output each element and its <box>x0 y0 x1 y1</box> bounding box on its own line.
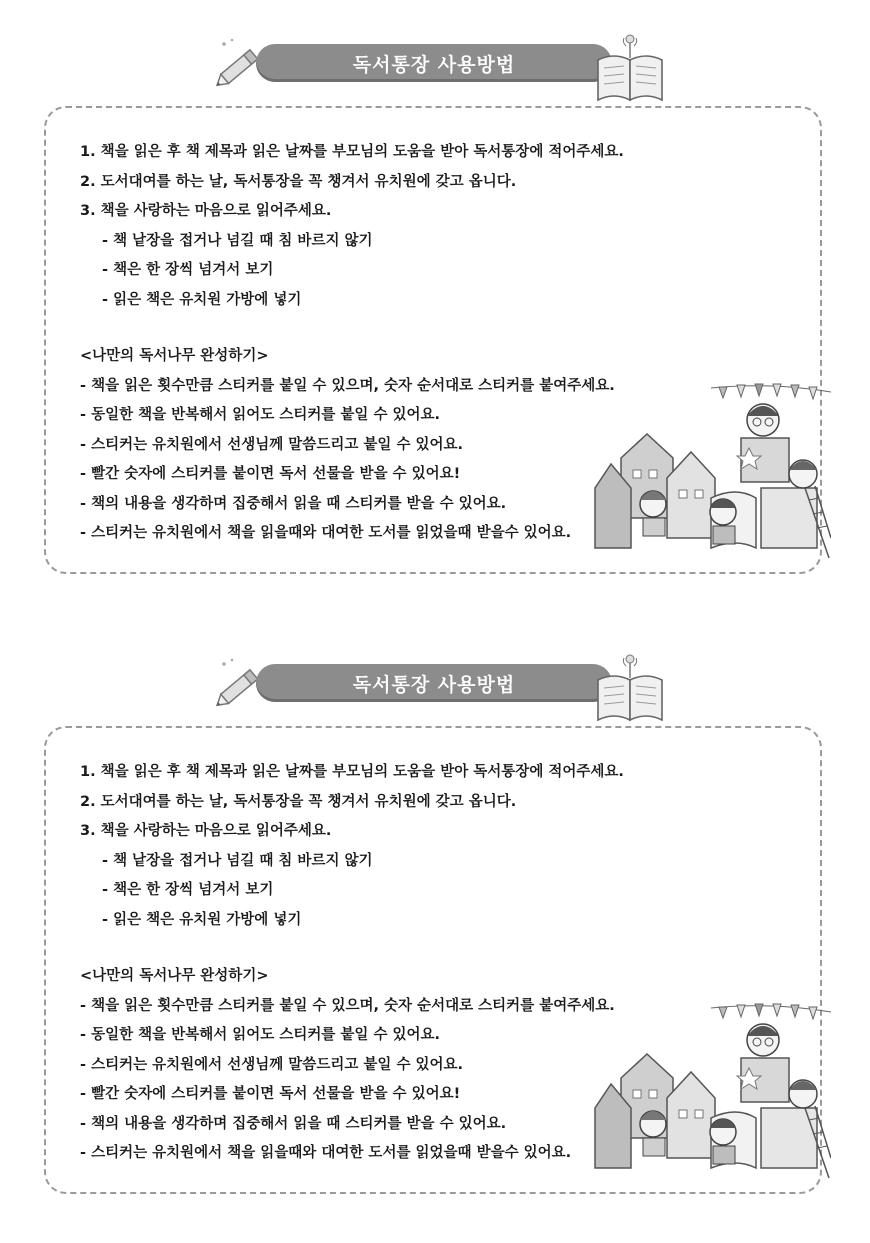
usage-list <box>80 758 624 935</box>
tree-item: - 책을 읽은 횟수만큼 스티커를 붙일 수 있으며, 숫자 순서대로 스티커를 붙여주세요. <box>80 377 615 394</box>
usage-subitem: - 책은 한 장씩 넘겨서 보기 <box>102 262 274 278</box>
tree-list <box>80 342 615 549</box>
tree-list <box>80 962 615 1169</box>
content-box <box>44 106 822 574</box>
tree-item: - 스티커는 유치원에서 책을 읽을때와 대여한 도서를 읽었을때 받을수 있어요. <box>80 525 572 541</box>
usage-item: 2. 도서대여를 하는 날, 독서통장을 꼭 챙겨서 유치원에 갖고 옵니다. <box>80 793 517 810</box>
tree-item: - 빨간 숫자에 스티커를 붙이면 독서 선물을 받을 수 있어요! <box>80 1086 461 1102</box>
tree-item: - 빨간 숫자에 스티커를 붙이면 독서 선물을 받을 수 있어요! <box>80 466 461 482</box>
tree-item: - 책을 읽은 횟수만큼 스티커를 붙일 수 있으며, 숫자 순서대로 스티커를 붙여주세요. <box>80 997 615 1014</box>
tree-item: - 스티커는 유치원에서 선생님께 말씀드리고 붙일 수 있어요. <box>80 1056 464 1073</box>
tree-item: - 동일한 책을 반복해서 읽어도 스티커를 붙일 수 있어요. <box>80 407 441 423</box>
page-title: 독서통장 사용방법 <box>256 44 612 82</box>
tree-item: - 동일한 책을 반복해서 읽어도 스티커를 붙일 수 있어요. <box>80 1027 441 1043</box>
kids-reading-illustration <box>591 998 831 1188</box>
tree-item: - 책의 내용을 생각하며 집중해서 읽을 때 스티커를 받을 수 있어요. <box>80 495 507 512</box>
usage-subitem: - 책 낱장을 접거나 넘길 때 침 바르지 않기 <box>102 232 373 249</box>
usage-section-1 <box>0 30 870 590</box>
usage-item: 1. 책을 읽은 후 책 제목과 읽은 날짜를 부모님의 도움을 받아 독서통장에 적어주세요. <box>80 764 624 780</box>
usage-item: 2. 도서대여를 하는 날, 독서통장을 꼭 챙겨서 유치원에 갖고 옵니다. <box>80 173 517 190</box>
tree-item: - 책의 내용을 생각하며 집중해서 읽을 때 스티커를 받을 수 있어요. <box>80 1115 507 1132</box>
page-title: 독서통장 사용방법 <box>256 664 612 702</box>
kids-reading-illustration <box>591 378 831 568</box>
content-box <box>44 726 822 1194</box>
title-banner <box>210 650 670 730</box>
usage-subitem: - 읽은 책은 유치원 가방에 넣기 <box>102 291 302 308</box>
usage-item: 1. 책을 읽은 후 책 제목과 읽은 날짜를 부모님의 도움을 받아 독서통장에 적어주세요. <box>80 144 624 160</box>
usage-item: 3. 책을 사랑하는 마음으로 읽어주세요. <box>80 203 332 219</box>
usage-subitem: - 책은 한 장씩 넘겨서 보기 <box>102 882 274 898</box>
usage-subitem: - 읽은 책은 유치원 가방에 넣기 <box>102 911 302 928</box>
tree-item: - 스티커는 유치원에서 선생님께 말씀드리고 붙일 수 있어요. <box>80 436 464 453</box>
tree-heading: <나만의 독서나무 완성하기> <box>80 348 269 364</box>
open-book-icon <box>590 30 670 110</box>
usage-section-2 <box>0 650 870 1210</box>
tree-item: - 스티커는 유치원에서 책을 읽을때와 대여한 도서를 읽었을때 받을수 있어요. <box>80 1145 572 1161</box>
usage-list <box>80 138 624 315</box>
usage-subitem: - 책 낱장을 접거나 넘길 때 침 바르지 않기 <box>102 852 373 869</box>
tree-heading: <나만의 독서나무 완성하기> <box>80 968 269 984</box>
open-book-icon <box>590 650 670 730</box>
title-banner <box>210 30 670 110</box>
usage-item: 3. 책을 사랑하는 마음으로 읽어주세요. <box>80 823 332 839</box>
